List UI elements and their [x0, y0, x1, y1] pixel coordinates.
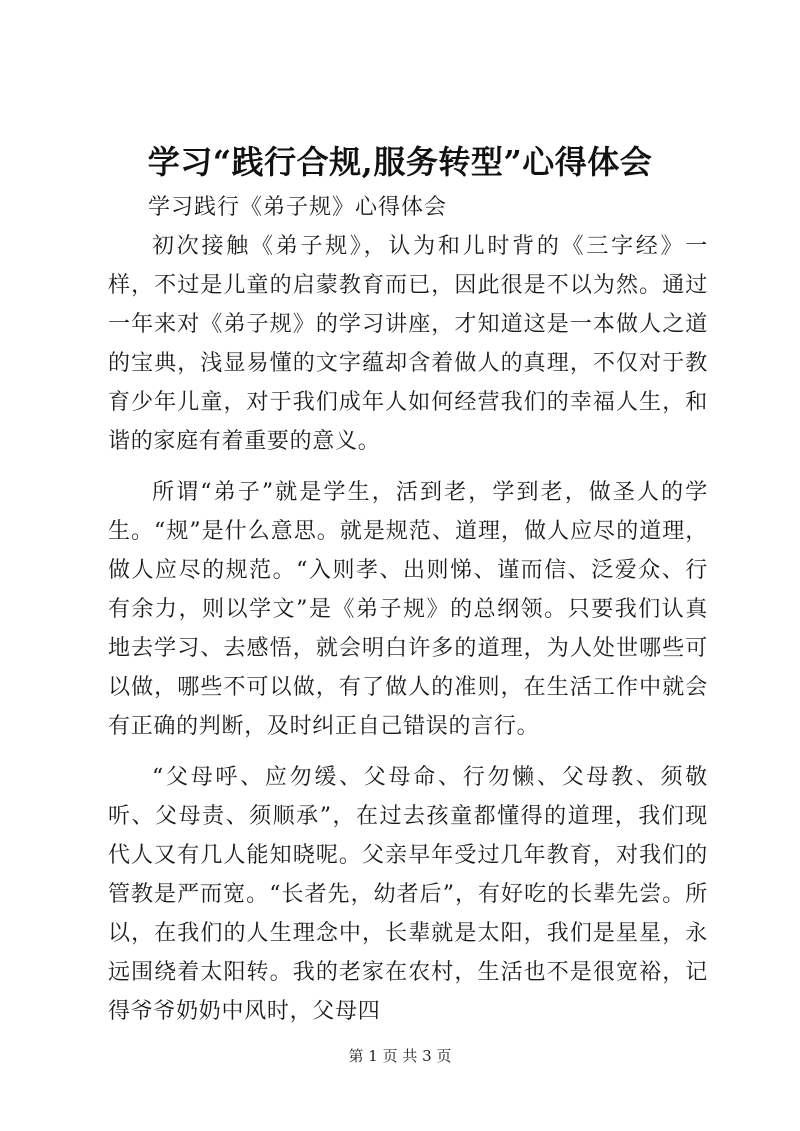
document-subtitle: 学习践行《弟子规》心得体会: [148, 195, 448, 220]
document-body: [108, 227, 708, 1043]
paragraph-3: “父母呼、应勿缓、父母命、行勿懒、父母教、须敬听、父母责、须顺承”，在过去孩童都懂得的道理，我们现代人又有几人能知晓呢。父亲早年受过几年教育，对我们的管教是严而宽。“长者先，幼者后”，有好吃的长辈先尝。所以，在我们的人生理念中，长辈就是太阳，我们是星星，永远围绕着太阳转。我的老家在农村，生活也不是很宽裕，记得爷爷奶奶中风时，父母四: [108, 765, 708, 1024]
paragraph-2: 所谓“弟子”就是学生，活到老，学到老，做圣人的学生。“规”是什么意思。就是规范、道理，做人应尽的道理，做人应尽的规范。“入则孝、出则悌、谨而信、泛爱众、行有余力，则以学文”是《弟子规》的总纲领。只要我们认真地去学习、去感悟，就会明白许多的道理，为人处世哪些可以做，哪些不可以做，有了做人的准则，在生活工作中就会有正确的判断，及时纠正自己错误的言行。: [108, 480, 708, 739]
page-title: 学习“践行合规,服务转型”心得体会: [147, 143, 653, 181]
page-number-footer: 第 1 页 共 3 页: [348, 1047, 452, 1065]
paragraph-1: 初次接触《弟子规》，认为和儿时背的《三字经》一样，不过是儿童的启蒙教育而已，因此很是不以为然。通过一年来对《弟子规》的学习讲座，才知道这是一本做人之道的宝典，浅显易懂的文字蕴却含着做人的真理，不仅对于教育少年儿童，对于我们成年人如何经营我们的幸福人生，和谐的家庭有着重要的意义。: [108, 234, 708, 454]
